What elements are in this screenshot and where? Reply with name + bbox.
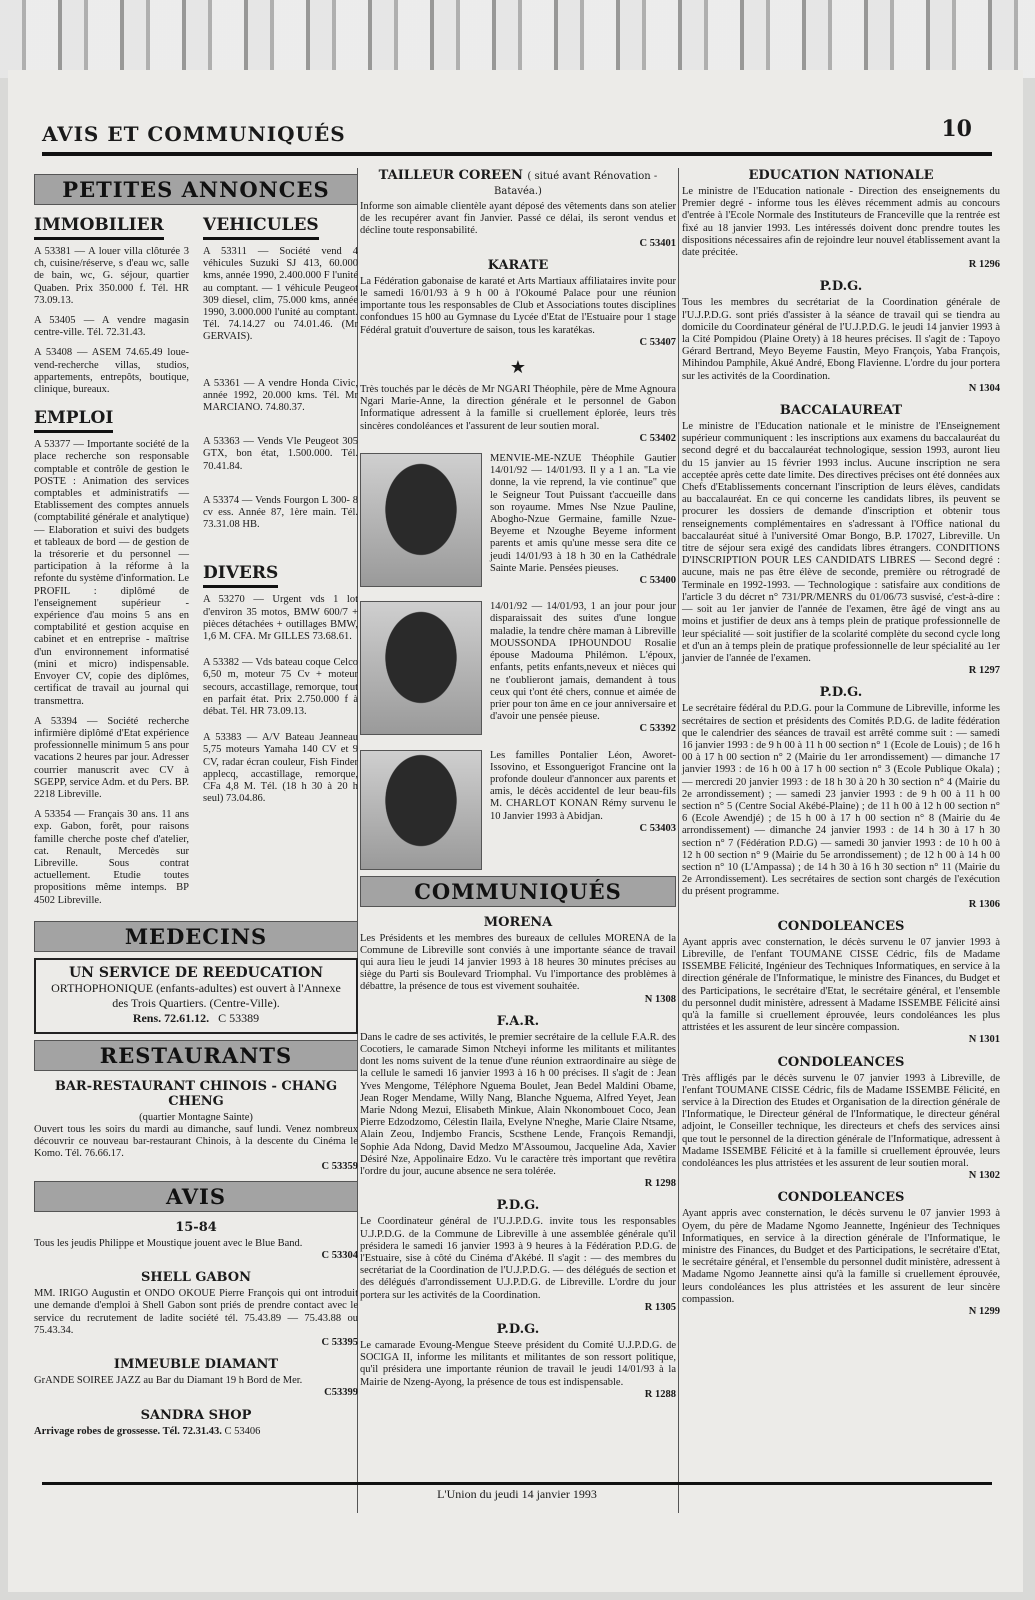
notice-ref: C 53407: [639, 336, 676, 348]
notice-text: GrANDE SOIREE JAZZ au Bar du Diamant 19 h Bord de Mer. C53399: [34, 1375, 358, 1399]
notice-title: BACCALAUREAT: [779, 403, 903, 419]
notice-ref: C 53406: [224, 1425, 261, 1437]
notice-ref: R 1305: [644, 1301, 676, 1313]
portrait-photo: [360, 601, 482, 735]
notice-ref: N 1299: [968, 1306, 1000, 1318]
classified-right: [203, 211, 358, 915]
section-title-vehicules: VEHICULES: [203, 215, 319, 240]
notice-text: Informe son aimable clientèle ayant déposé des vêtements dans son atelier de les recupérer avant fin Janvier. Passé ce délai, ils seront vendus et décline toute responsabilité. C 53401: [360, 201, 676, 249]
classified-ad: A 53374 — Vends Fourgon L 300- 8 cv ess. Année 87, 1ère main. Tél. 73.31.08 HB.: [203, 494, 358, 531]
notice-title: IMMEUBLE DIAMANT: [113, 1357, 279, 1373]
notice-text: La Fédération gabonaise de karaté et Arts Martiaux affiliataires invite pour le samedi 16/01/93 à 9 h 00 à l'Okoumé Palace pour une réunion importante tous les responsables de Club et Associations toutes disciplines confondues 15 h00 au Gymnase du Lycée d'Etat de l'Estuaire pour 1 stage Fédéral gratuit d'ouverture de saison, tous les karatékas. C 53407: [360, 275, 676, 348]
section-title-emploi: EMPLOI: [34, 408, 113, 433]
restaurant-title: BAR-RESTAURANT CHINOIS - CHANG CHENG: [54, 1078, 338, 1109]
notice-title: F.A.R.: [496, 1013, 540, 1029]
notice-text: MM. IRIGO Augustin et ONDO OKOUE Pierre François qui ont introduit une demande d'emploi à Shell Gabon sont priés de prendre contact avec le service du recrutement de ladite société tél. 75.43.89 — 75.43.88 ou 75.43.34. C 53395: [34, 1288, 358, 1348]
notice-text: Tous les membres du secrétariat de la Coordination générale de l'U.J.P.D.G. sont priés d'assister à la séance de travail qui se tiendra au domicile du Coordinateur général de l'U.J.P.D.G. le jeudi 14 janvier 1993 à la Cité Pompidou (Plaine Orety) à 18 heures précises. Il s'agit de : Tapoyo Gérard Bertrand, Meyo Beyeme Faustin, Meyo François, Yaba François, Mihindou Pamphile, Akué André, Ebong Flavienne. L'ordre du jour portera sur les activités de la Coordination. N 1304: [682, 297, 1000, 394]
notice-title: TAILLEUR COREEN ( situé avant Rénovation - Batavéa.): [378, 168, 658, 197]
column-avis-communiques: [360, 168, 676, 1409]
classified-ad: A 53405 — A vendre magasin centre-ville. Tél. 72.31.43.: [34, 315, 189, 339]
notice-title: P.D.G.: [496, 1322, 540, 1337]
notice-title: EDUCATION NATIONALE: [748, 168, 934, 183]
obituary: [360, 453, 676, 595]
notice-ref: C 53392: [639, 723, 676, 735]
notice-title: P.D.G.: [819, 685, 863, 701]
medecins-headline: UN SERVICE DE REEDUCATION: [68, 964, 324, 981]
classified-ad: A 53394 — Société recherche infirmière diplômé d'Etat expérience professionnelle minimum 5 ans pour vacations 2 heures par jour. Adresser courrier manuscrit avec CV à SGEPP, service Adm. et du Pers. BP. 2218 Libreville.: [34, 715, 189, 800]
notice-title: KARATE: [487, 257, 549, 273]
column-notices: [682, 168, 1000, 1326]
notice-text: Très touchés par le décès de Mr NGARI Théophile, père de Mme Agnoura Ngari Marie-Anne, la direction générale et le personnel de Gabon Informatique adressent à la famille si cruellement éplorée, leurs très sincères condoléances et l'assurent de leur soutien moral. C 53402: [360, 384, 676, 444]
classified-ad: A 53311 — Société vend 4 véhicules Suzuki SJ 413, 60.000 kms, année 1990, 2.400.000 F l'unité au comptant. — 1 véhicule Peugeot 309 diesel, clim, 75.000 kms, année 1990, 3.000.000 l'unité au comptant. Tél. 74.14.27 ou 74.01.46. (Mr GERVAIS).: [203, 246, 359, 343]
notice-title: MORENA: [483, 914, 553, 930]
classified-ad: A 53361 — A vendre Honda Civic, année 1992, 20.000 kms. Tél. Mr MARCIANO. 74.80.37.: [203, 377, 358, 414]
notice-ref: C53399: [324, 1387, 358, 1399]
notice-ref: C 53304: [321, 1249, 358, 1261]
obituary: [360, 750, 676, 870]
medecins-text: ORTHOPHONIQUE (enfants-adultes) est ouvert à l'Annexe des Trois Quartiers. (Centre-Ville).: [51, 980, 341, 1010]
notice-ref: R 1288: [644, 1388, 676, 1400]
scan-top-strip: [0, 0, 1035, 78]
notice-ref: N 1301: [968, 1034, 1000, 1046]
notice-title: P.D.G.: [496, 1198, 540, 1214]
notice-ref: R 1297: [968, 665, 1000, 677]
notice-text: MENVIE-ME-NZUE Théophile Gautier 14/01/92 — 14/01/93. Il y a 1 an. "La vie donne, la vie reprend, la vie continue" que le Seigneur Tout Puissant t'accueille dans son royaume. Mmes Nse Nzue Pauline, Abogho-Nzue Germaine, famille Nzue-Beyeme et Nzoughe Beyeme informent parents et amis qu'une messe sera dite ce jeudi 14/01/93 à 18 h 30 en la Cathédrale Sainte Marie. Pensées pieuses. C 53400: [490, 453, 676, 587]
notice-text: Le ministre de l'Education nationale - Direction des enseignements du Premier degré - informe tous les élèves récemment admis au concours d'entrée à l'Ecole Normale des Instituteurs de Franceville que la rentrée est fixé au 18 janvier 1993. Les intéressés doivent donc prendre toutes les dispositions nécessaires afin de rejoindre leur nouvel établissement avant la date précitée. R 1296: [682, 186, 1000, 271]
notice-text: Ayant appris avec consternation, le décès survenu le 07 janvier 1993 à Oyem, du père de Madame Ngomo Jeannette, Ingénieur des Techniques Informatiques, en service à la direction générale de l'Informatique, le ministre des Finances, du Budget et des Participations, le secrétaire d'Etat, le secrétaire général, et l'ensemble du personnel dudit ministère, adressent à Madame Ngomo Jeannette ainsi qu'à la famille si cruellement éprouvée, leurs condoléances les plus attristées et les assurent de leur sincère compassion. N 1299: [682, 1208, 1000, 1318]
notice-text: Très affligés par le décès survenu le 07 janvier 1993 à Libreville, de l'enfant TOUMANE CISSE Cédric, fils de Madame ISSEMBE Félicité, en service à la Direction des Etudes et Organisation de la direction générale de l'Informatique, le Directeur général de l'Informatique, le directeur général adjoint, le Conseiller technique, les directeurs et chefs des services ainsi que tout le personnel de la direction générale de l'Informatique, adressent à Madame ISSEMBE Félicité et à la famille si cruellement éprouvée, leurs condoléances les plus attristées et les assurent de leur soutien moral. N 1302: [682, 1072, 1000, 1182]
classified-ad: A 53408 — ASEM 74.65.49 loue-vend-recherche villas, studios, appartements, entrepôts, boutique, clinique, bureaux.: [34, 347, 189, 396]
notice-ref: R 1298: [644, 1178, 676, 1190]
notice-text: Le Coordinateur général de l'U.J.P.D.G. invite tous les responsables U.J.P.D.G. de la Commune de Libreville à une assemblée générale qu'il présidera le samedi 16 janvier 1993 à 9 heures à la Fédération P.D.G. de l'Estuaire, sise à côté du Cinéma d'Akébé. Il s'agit : — des membres du secrétariat de la Coordination de l'U.J.P.D.G. — des délégués de section et des délégués d'arrondissement U.J.P.D.G. de Libreville. L'ordre du jour portera sur les activités de la Coordination. R 1305: [360, 1216, 676, 1313]
page-number: 10: [941, 116, 972, 142]
notice-ref: R 1296: [968, 259, 1000, 271]
notice-text: 14/01/92 — 14/01/93, 1 an jour pour jour disparaissait des suites d'une longue maladie, la tendre chère maman à Libreville MOUSSONDA IPHOUNDOU Rosalie épouse Madouma Philémon. L'époux, enfants, petits enfants,neveux et nièces qui ne t'oublieront jamais, demandent à tous ceux qui t'ont été chers, connue et aimée de prier pour ton âme en ce jour anniversaire et d'avoir une pensée pieuse. C 53392: [490, 601, 677, 735]
avis-banner: AVIS: [34, 1181, 358, 1212]
notice-title: CONDOLEANCES: [777, 918, 905, 934]
notice-title: CONDOLEANCES: [777, 1054, 905, 1070]
restaurant-text: Ouvert tous les soirs du mardi au dimanche, sauf lundi. Venez nombreux découvrir ce nouveau bar-restaurant Chinois, à la descente du Cinéma le Komo. Tél. 76.66.17. C 53359: [34, 1123, 358, 1172]
restaurant-subtitle: (quartier Montagne Sainte): [139, 1111, 253, 1123]
classified-left: [34, 211, 189, 915]
notice-text: Le ministre de l'Education nationale et le ministre de l'Enseignement supérieur communiquent : les inscriptions aux examens du baccalauréat du second degré et du baccalauréat technologique, session 1993, auront lieu du 15 janvier au 15 février 1993 inclus. Aucune inscription ne sera acceptée après cette date limite. Des directives précises ont été données aux Chefs d'Etablissements concernant l'inscription de leurs élèves, candidats au baccalauréat. En ce qui concerne les candidats libres, ils peuvent se procurer les dossiers de demande d'inscription et obtenir tous renseignements complémentaires en s'adressant à l'Office national du baccalauréat situé à l'université Omar Bongo, B.P. 17027, Libreville. Un titre de séjour sera exigé des candidats libres étrangers. CONDITIONS D'INSCRIPTION POUR LES CANDIDATS LIBRES — Second degré : aucune, mais ne pas être élève de seconde, première ou rétrogradé de Terminale en 1992-1993. — Technologique : satisfaire aux conditions de l'article 3 du décret n° 731/PR/MENRS du 01/06/73 susvisé, c'est-à-dire : — soit au 1er janvier de l'année de l'examen, être âgé de vingt ans au moins et justifier de deux ans à temps plein de pratique professionnelle de leur spécialité — soit justifier de la scolarité complète du second cycle long et d'un an à temps plein de pratique professionnelle de leur spécialité au 1er janvier de l'année de l'examen. R 1297: [682, 421, 1000, 677]
section-title-immobilier: IMMOBILIER: [34, 215, 164, 240]
notice-ref: C 53403: [639, 822, 676, 834]
classified-subcolumns: [34, 211, 358, 915]
notice-text: Les familles Pontalier Léon, Aworet-Issovino, et Essonguerigot Francine ont la profonde douleur d'annoncer aux parents et amis, le décès accidentel de leur beau-fils M. CHARLOT KONAN Rémy survenu le 10 Janvier 1993 à Abidjan. C 53403: [490, 749, 676, 834]
section-title-divers: DIVERS: [203, 563, 278, 588]
page-header: [42, 116, 992, 156]
classified-ad: A 53382 — Vds bateau coque Celco 6,50 m, moteur 75 Cv + moteur secours, accastillage, remorque, tout en parfait état. Prix 2.750.000 f à débat. Tél. HR 73.09.13.: [203, 657, 358, 718]
notice-ref: C 53395: [321, 1336, 358, 1348]
notice-text: Le secrétaire fédéral du P.D.G. pour la Commune de Libreville, informe les secrétaires de section et présidents des Comités P.D.G. de ladite fédération que le calendrier des séances de travail est arrêté comme suit : — samedi 16 janvier 1993 : de 9 h 00 à 11 h 00 section n° 1 (Ecole de Louis) ; de 16 h 00 à 17 h 00 section n° 2 (Mairie du 1er arrondissement) — dimanche 17 janvier 1993 : de 16 h 00 à 17 h 00 section n° 3 (Ecole Publique Okala) ; — mercredi 20 janvier 1993 : de 18 h 30 à 20 h 30 section n° 4 (Mairie du 2e arrondissement) ; — samedi 23 janvier 1993 : de 9 h 00 à 11 h 00 section n° 5 (Centre Social Akébé-Plaine) ; de 11 h 00 à 12 h 00 section n° 6 (Ecole Awendjé) ; de 15 h 00 à 17 h 00 section n° 8 (Mairie du 4e arrondissement) — dimanche 24 janvier 1993 : de 14 h 30 à 17 h 30 section n° 7 (Fédération P.D.G) — samedi 30 janvier 1993 : de 10 h 00 à 12 h 00 section n° 9 (Mairie du 5e arrondissement) ; de 12 h 00 à 14 h 00 section n° 10 (L'Ampassa) ; de 14 h 30 à 16 h 30 section n° 11 (Mairie du 2e Arrondissement). Les secrétaires de section sont chargés de l'exécution du présent programme. R 1306: [682, 703, 1000, 910]
notice-title: P.D.G.: [819, 279, 863, 295]
notice-title: SANDRA SHOP: [140, 1407, 252, 1423]
restaurants-banner: RESTAURANTS: [34, 1040, 358, 1071]
notice-title: SHELL GABON: [140, 1270, 251, 1286]
notice-text: Les Présidents et les membres des bureaux de cellules MORENA de la Commune de Libreville sont conviés à une importante séance de travail qui aura lieu le jeudi 14 janvier 1993 à 18 heures 30 minutes précises au siège du Parti sis Boulevard Triomphal. Vu l'importance des problèmes à débattre, la présence de tous est vivement souhaitée. N 1308: [360, 932, 676, 1005]
portrait-photo: [360, 453, 482, 587]
portrait-photo: [360, 750, 482, 870]
star-ornament: ★: [509, 357, 527, 378]
page-title: AVIS ET COMMUNIQUÉS: [42, 122, 346, 146]
notice-ref: C 53402: [639, 432, 676, 444]
notice-text: Arrivage robes de grossesse. Tél. 72.31.43. C 53406: [34, 1425, 261, 1437]
notice-ref: R 1306: [968, 898, 1000, 910]
notice-title: CONDOLEANCES: [777, 1190, 905, 1206]
classified-ad: A 53377 — Importante société de la place recherche son responsable comptable et contrôle de gestion le POSTE : Animation des services comptables et administratifs — Etablissement des comptes annuels (comptabilité générale et analytique) — Elaboration et suivi des budgets et tableaux de bord — de gestion de la trésorerie et du personnel — participation à la réforme à la refonte du système d'information. Le PROFIL : diplômé de l'enseignement supérieur - expérience d'au moins 5 ans en comptabilité et gestion acquise en cabinet et en entreprise - maîtrise d'un environnement informatisé (mini et micro) indispensable. Envoyer CV, copie des diplômes, certificat de travail au journal qui transmettra.: [34, 439, 189, 707]
notice-ref: N 1304: [968, 382, 1000, 394]
notice-text: Le camarade Evoung-Mengue Steeve président du Comité U.J.P.D.G. de SOCIGA II, informe les militants et militantes de son ressort politique, qu'il présidera une importante réunion de travail le jeudi 14/01/93 à la Mairie de Nzeng-Ayong, la présence de tous est indispensable. R 1288: [360, 1340, 676, 1400]
notice-title: 15-84: [175, 1219, 217, 1235]
column-divider: [678, 168, 679, 1513]
notice-text: Ayant appris avec consternation, le décès survenu le 07 janvier 1993 à Libreville, de l'enfant TOUMANE CISSE Cédric, fils de Madame ISSEMBE Félicité, Ingénieur des Techniques Informatiques, en service à la direction générale de l'Informatique, le ministre des Finances, du Budget et des Participations, le secrétaire d'Etat, le secrétaire général, et l'ensemble du personnel dudit ministère, adressent à Madame ISSEMBE Félicité ainsi qu'à la famille si cruellement éprouvée, leurs condoléances les plus attristées et les assurent de leur sincère compassion. N 1301: [682, 936, 1000, 1046]
notice-ref: N 1308: [644, 993, 676, 1005]
classified-ad: A 53354 — Français 30 ans. 11 ans exp. Gabon, forêt, pour raisons famille cherche poste chef d'atelier, cat. Renault, Mercedès sur Libreville. Sous contrat actuellement. Etudie toutes propositions même intemps. BP 4502 Libreville.: [34, 809, 189, 906]
notice-text: Dans le cadre de ses activités, le premier secrétaire de la cellule F.A.R. des Cocotiers, le camarade Simon Ntcheyi informe les militants et militantes dont les noms suivent de la tenue d'une réunion extraordinaire au siège de la cellule le samedi 16 janvier 1993 à 16 h 00 précises. Il s'agit de : Jean Yves Mengome, Téléphore Nguema Boulet, Jean Bedel Maldini Obame, Jean Roger Mendame, Willy Nang, Blanche Nguema, Alfred Yeyet, Jean Marie Ndong Mezui, Elisabeth Minkue, Alain Nkonombouet Coco, Jean Pierre Edzodzomo, Célestin Ilaila, Evelyne N'neghe, Marie Claire Ntsame, Alain Zeou, Indjembo Francis, Scsthene Lende, François Remandji, Sophie Ada Ndong, David Medzo M'Assoumou, Jacqueline Ada, Xavier Désiré Nze, Appolinaire Edzo. Vu le caractère très important que revêtira l'ordre du jour, aucune absence ne sera tolérée. R 1298: [360, 1031, 676, 1190]
notice-ref: C 53359: [321, 1160, 358, 1172]
petites-annonces-banner: PETITES ANNONCES: [34, 174, 358, 205]
medecins-banner: MEDECINS: [34, 921, 358, 952]
medecins-phone: Rens. 72.61.12.: [132, 1010, 210, 1025]
column-petites-annonces: [34, 168, 358, 1446]
medecins-box: [34, 958, 358, 1034]
classified-ad: A 53363 — Vends Vle Peugeot 305 GTX, bon état, 1.500.000. Tél. 70.41.84.: [203, 436, 358, 472]
notice-ref: C 53400: [639, 575, 676, 587]
obituary: [360, 601, 676, 743]
communiques-banner: COMMUNIQUÉS: [360, 876, 676, 907]
classified-ad: A 53270 — Urgent vds 1 lot d'environ 35 motos, BMW 600/7 + pièces détachées + outillages BMW, 1,6 M. CFA. Mr GILLES 73.68.61.: [203, 594, 358, 643]
classified-ad: A 53383 — A/V Bateau Jeanneau 5,75 moteurs Yamaha 140 CV et 9 CV, radar écran couleur, Fish Finder applecq, accastillage, remorque, CFa 4,8 M. Tél. (18 h 30 à 20 h seul) 73.04.86.: [203, 732, 358, 805]
classified-ad: A 53381 — A louer villa clôturée 3 ch, cuisine/réserve, s d'eau wc, salle de bain, wc, G. séjour, quartier Quaben. Prix 350.000 f. Tél. HR 73.09.13.: [34, 246, 189, 306]
notice-ref: N 1302: [968, 1170, 1000, 1182]
notice-ref: C 53389: [218, 1010, 260, 1025]
page-footer: L'Union du jeudi 14 janvier 1993: [42, 1482, 992, 1502]
notice-text: Tous les jeudis Philippe et Moustique jouent avec le Blue Band. C 53304: [34, 1237, 358, 1261]
notice-ref: C 53401: [639, 237, 676, 249]
